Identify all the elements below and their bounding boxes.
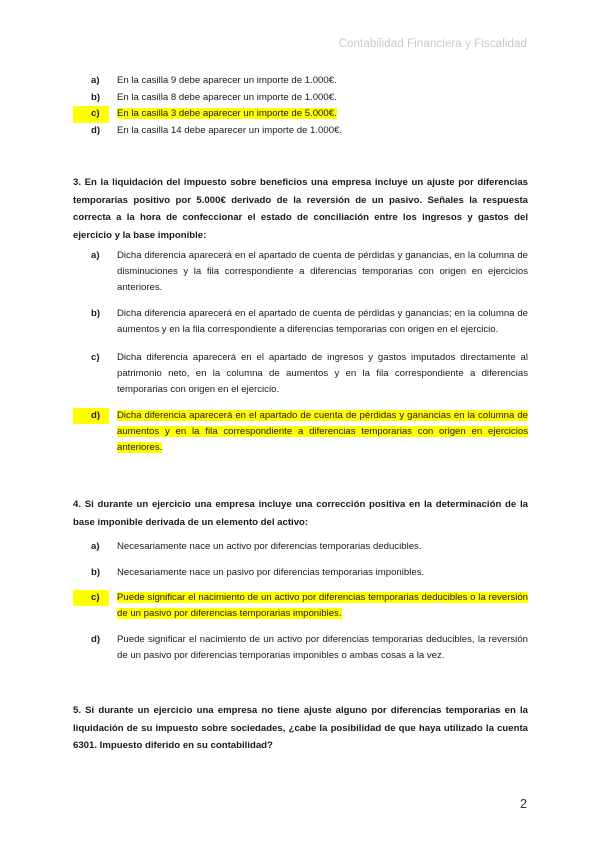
q3-option-c: [73, 350, 528, 398]
option-letter: c): [73, 590, 109, 606]
q4-option-d: [73, 632, 528, 664]
option-text: Dicha diferencia aparecerá en el apartado de cuenta de pérdidas y ganancias; en la columna de aumentos y en la fila correspondiente a diferencias temporarias con origen en el ejercicio.: [117, 308, 528, 335]
q4-option-b: [73, 565, 528, 581]
option-letter: d): [73, 408, 109, 424]
q4-option-c: [73, 590, 528, 622]
option-letter: c): [73, 106, 109, 123]
question-5: 5. Si durante un ejercicio una empresa no tiene ajuste alguno por diferencias temporarias en la liquidación de su impuesto sobre sociedades, ¿cabe la posibilidad de que haya utilizado la cuenta 6301. Impuesto diferido en su contabilidad?: [73, 705, 528, 751]
option-text: Dicha diferencia aparecerá en el apartado de ingresos y gastos imputados directamente al patrimonio neto, en la columna de aumentos y en la fila correspondiente a diferencias temporarias con origen en el ejercicio.: [117, 352, 528, 395]
option-text: Puede significar el nacimiento de un activo por diferencias temporarias deducibles, la reversión de un pasivo por diferencias temporarias imponibles o ambas cosas a la vez.: [117, 634, 528, 661]
question-3: 3. En la liquidación del impuesto sobre beneficios una empresa incluye un ajuste por diferencias temporarias positivo por 5.000€ derivado de la reversión de un pasivo. Señales la respuesta correcta a la hora de confeccionar el estado de conciliación entre los ingresos y gastos del ejercicio y la base imponible:: [73, 177, 528, 241]
q3-option-d: [73, 408, 528, 456]
option-letter: d): [91, 124, 101, 136]
q2-options: [73, 73, 528, 139]
page-header: Contabilidad Financiera y Fiscalidad: [338, 38, 527, 50]
q2-option-b: [73, 90, 528, 107]
option-text: En la casilla 9 debe aparecer un importe de 1.000€.: [117, 75, 337, 86]
option-letter: b): [91, 567, 101, 578]
option-text-highlighted: Dicha diferencia aparecerá en el apartado de cuenta de pérdidas y ganancias en la columna de aumentos y en la fila correspondiente a diferencias temporarias con origen en ejercicios anteriores.: [117, 410, 528, 453]
option-text-highlighted: En la casilla 3 debe aparecer un importe de 5.000€.: [117, 108, 337, 119]
option-text: Dicha diferencia aparecerá en el apartado de cuenta de pérdidas y ganancias, en la columna de disminuciones y la fila correspondiente a diferencias temporarias con origen en ejercicios anteriores.: [117, 250, 528, 293]
option-text: Necesariamente nace un activo por diferencias temporarias deducibles.: [117, 541, 422, 552]
q2-option-d: [73, 123, 528, 140]
page-number: 2: [520, 797, 527, 811]
option-letter: d): [91, 634, 101, 645]
question-4: 4. Si durante un ejercicio una empresa incluye una corrección positiva en la determinación de la base imponible derivada de un elemento del activo:: [73, 499, 528, 528]
option-letter: a): [91, 75, 100, 86]
option-letter: b): [91, 308, 101, 319]
q2-option-c: [73, 106, 528, 123]
option-text: En la casilla 8 debe aparecer un importe de 1.000€.: [117, 91, 337, 103]
q3-option-b: [73, 306, 528, 338]
option-text-highlighted: Puede significar el nacimiento de un activo por diferencias temporarias deducibles o la reversión de un pasivo por diferencias temporarias imponibles.: [117, 592, 528, 619]
q4-option-a: [73, 539, 528, 555]
option-letter: c): [91, 352, 100, 363]
q3-option-a: [73, 248, 528, 296]
option-letter: a): [91, 541, 100, 552]
option-letter: a): [91, 250, 100, 261]
option-text: En la casilla 14 debe aparecer un importe de 1.000€.: [117, 124, 343, 136]
option-text: Necesariamente nace un pasivo por diferencias temporarias imponibles.: [117, 567, 425, 578]
q2-option-a: [73, 73, 528, 90]
option-letter: b): [91, 91, 101, 103]
